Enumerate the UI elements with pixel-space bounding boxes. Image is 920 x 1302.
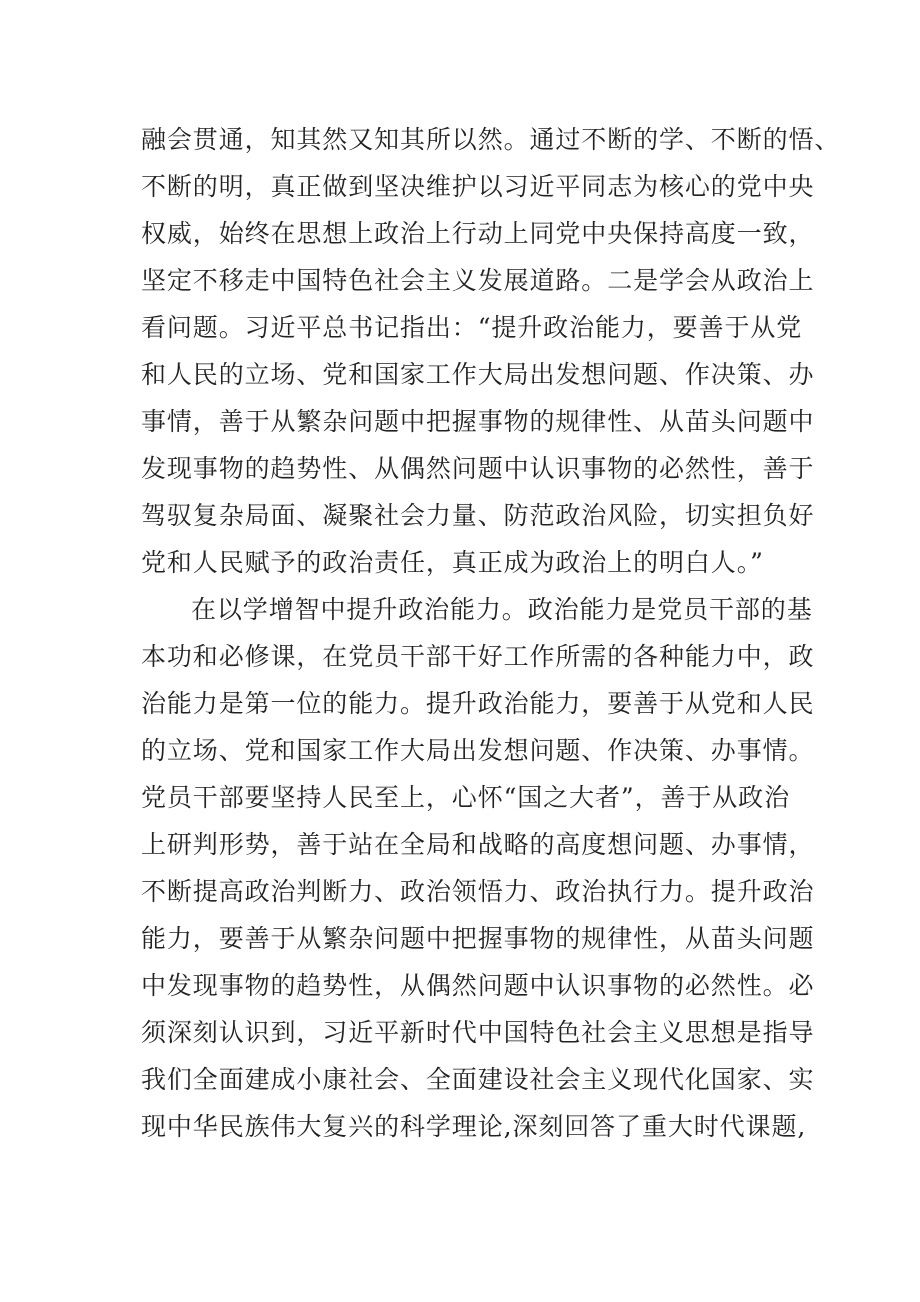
text-line: 我们全面建成小康社会、全面建设社会主义现代化国家、实 — [141, 1065, 815, 1094]
text-line: 中发现事物的趋势性，从偶然问题中认识事物的必然性。必 — [141, 971, 815, 1000]
text-line: 驾驭复杂局面、凝聚社会力量、防范政治风险，切实担负好 — [141, 501, 815, 530]
text-line: 治能力是第一位的能力。提升政治能力，要善于从党和人民 — [141, 689, 815, 718]
document-body — [141, 116, 841, 1150]
text-line: 党和人民赋予的政治责任，真正成为政治上的明白人。” — [141, 548, 764, 577]
text-line: 能力，要善于从繁杂问题中把握事物的规律性，从苗头问题 — [141, 924, 815, 953]
text-line: 事情，善于从繁杂问题中把握事物的规律性、从苗头问题中 — [141, 407, 815, 436]
text-line: 不断提高政治判断力、政治领悟力、政治执行力。提升政治 — [141, 877, 815, 906]
paragraph-first-line: 在以学增智中提升政治能力。政治能力是党员干部的基 — [191, 595, 813, 624]
text-line: 的立场、党和国家工作大局出发想问题、作决策、办事情。 — [141, 736, 815, 765]
text-line: 看问题。习近平总书记指出：“提升政治能力，要善于从党 — [141, 313, 803, 342]
text-line: 上研判形势，善于站在全局和战略的高度想问题、办事情， — [141, 830, 815, 859]
text-line: 发现事物的趋势性、从偶然问题中认识事物的必然性，善于 — [141, 454, 815, 483]
text-line: 现中华民族伟大复兴的科学理论,深刻回答了重大时代课题, — [141, 1112, 807, 1141]
text-line: 融会贯通，知其然又知其所以然。通过不断的学、不断的悟、 — [141, 125, 841, 154]
text-line: 不断的明，真正做到坚决维护以习近平同志为核心的党中央 — [141, 172, 815, 201]
text-line: 党员干部要坚持人民至上，心怀“国之大者”，善于从政治 — [141, 783, 790, 812]
text-line: 和人民的立场、党和国家工作大局出发想问题、作决策、办 — [141, 360, 815, 389]
text-line: 坚定不移走中国特色社会主义发展道路。二是学会从政治上 — [141, 266, 815, 295]
text-line: 本功和必修课，在党员干部干好工作所需的各种能力中，政 — [141, 642, 815, 671]
text-line: 须深刻认识到，习近平新时代中国特色社会主义思想是指导 — [141, 1018, 815, 1047]
text-line: 权威，始终在思想上政治上行动上同党中央保持高度一致， — [141, 219, 815, 248]
